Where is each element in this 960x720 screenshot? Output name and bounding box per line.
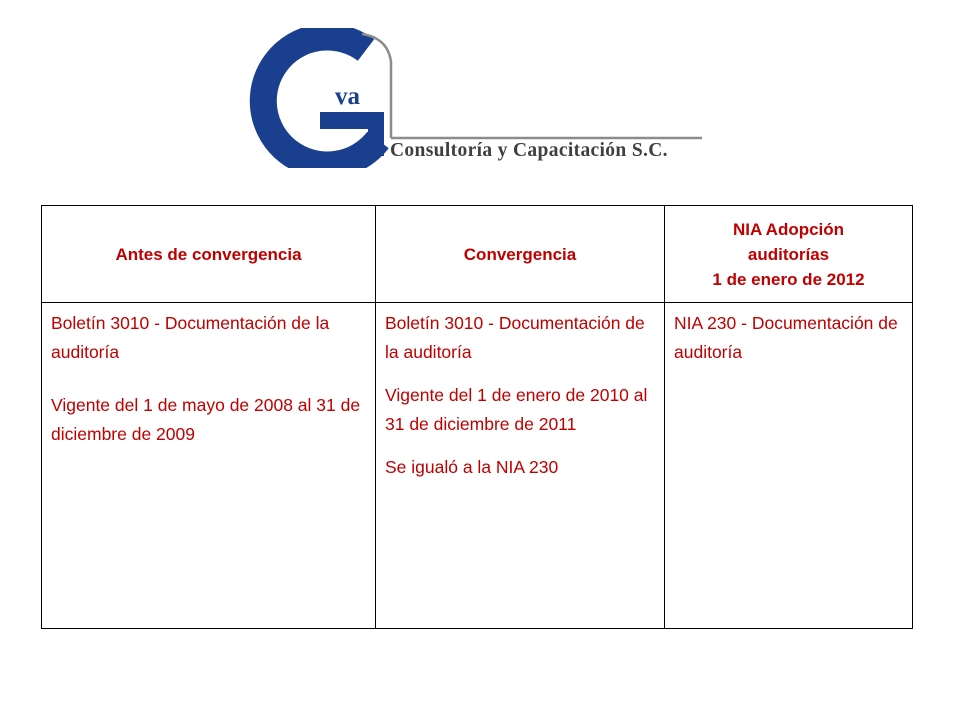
convergencia-title: Boletín 3010 - Documentación de la auditoría: [385, 313, 645, 362]
antes-title: Boletín 3010 - Documentación de la auditoría: [51, 313, 330, 362]
convergencia-validity: Vigente del 1 de enero de 2010 al 31 de diciembre de 2011: [385, 385, 648, 434]
header-antes: [42, 206, 376, 303]
cell-convergencia: [376, 303, 665, 629]
cell-nia: [665, 303, 913, 629]
logo-g-arc: [263, 37, 378, 165]
logo-g-stem: [368, 112, 384, 156]
header-nia: [665, 206, 913, 303]
header-antes-text: Antes de convergencia: [115, 244, 302, 264]
cell-antes: [42, 303, 376, 629]
company-name: Consultoría y Capacitación S.C.: [390, 140, 668, 161]
convergence-table: [41, 205, 913, 629]
header-nia-line-1: NIA Adopción: [732, 219, 845, 239]
table-row: [42, 303, 913, 629]
header-nia-line-3: 1 de enero de 2012: [712, 269, 865, 289]
header-convergencia: [376, 206, 665, 303]
header-convergencia-text: Convergencia: [463, 244, 577, 264]
header-nia-line-2: auditorías: [747, 244, 830, 264]
table-header-row: [42, 206, 913, 303]
nia-title: NIA 230 - Documentación de auditoría: [674, 313, 898, 362]
convergencia-note: Se igualó a la NIA 230: [385, 457, 559, 477]
antes-validity: Vigente del 1 de mayo de 2008 al 31 de diciembre de 2009: [51, 395, 361, 444]
logo-va: va: [335, 83, 360, 110]
company-logo: [228, 28, 718, 168]
